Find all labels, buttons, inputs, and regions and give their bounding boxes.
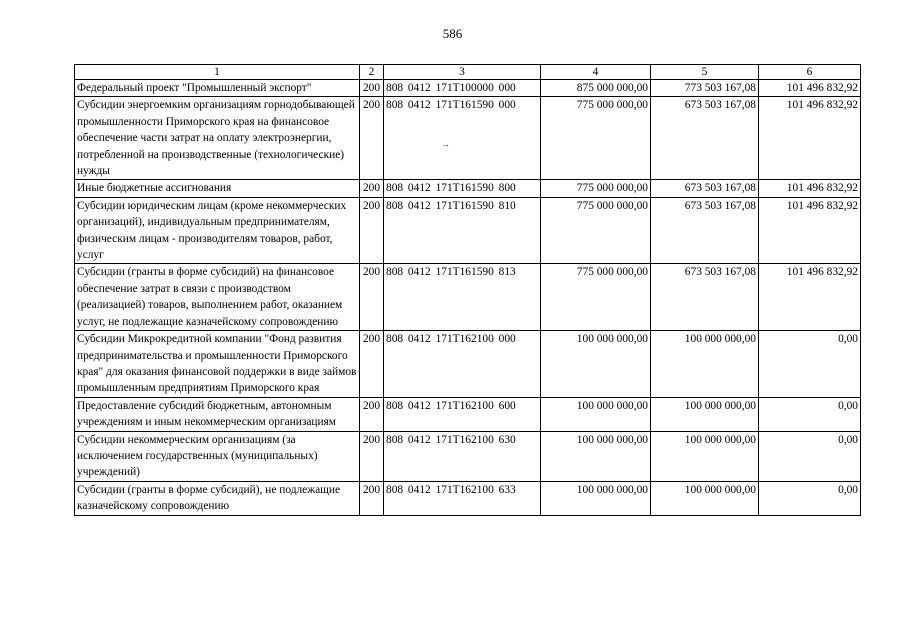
row-col4-cell: 875 000 000,00	[541, 80, 651, 97]
row-col6-cell: 0,00	[759, 431, 861, 481]
table-row	[75, 80, 861, 97]
table-row	[75, 331, 861, 398]
row-col5-cell: 673 503 167,08	[651, 197, 759, 264]
table-row	[75, 180, 861, 197]
row-col5-cell: 673 503 167,08	[651, 97, 759, 180]
row-code-cell: 200	[360, 97, 384, 180]
row-col4-cell: 100 000 000,00	[541, 431, 651, 481]
row-col5-cell: 100 000 000,00	[651, 481, 759, 515]
row-col4-cell: 100 000 000,00	[541, 481, 651, 515]
row-code-cell: 200	[360, 264, 384, 331]
row-classification-cell: 808 0412 171T162100 633	[384, 481, 541, 515]
row-name-cell: Субсидии (гранты в форме субсидий), не подлежащие казначейскому сопровождению	[75, 481, 360, 515]
row-col6-cell: 101 496 832,92	[759, 97, 861, 180]
table-row	[75, 97, 861, 180]
row-col5-cell: 100 000 000,00	[651, 397, 759, 431]
row-code-cell: 200	[360, 431, 384, 481]
table-row	[75, 481, 861, 515]
row-col4-cell: 775 000 000,00	[541, 97, 651, 180]
page-number: 586	[442, 26, 463, 41]
budget-table	[74, 64, 861, 516]
column-header: 2	[360, 65, 384, 80]
row-col4-cell: 775 000 000,00	[541, 180, 651, 197]
column-header: 4	[541, 65, 651, 80]
row-code-cell: 200	[360, 481, 384, 515]
table-row	[75, 397, 861, 431]
row-code-cell: 200	[360, 331, 384, 398]
row-classification-cell: 808 0412 171T162100 600	[384, 397, 541, 431]
table-header-row	[75, 65, 861, 80]
row-classification-cell: 808 0412 171T161590 813	[384, 264, 541, 331]
row-col6-cell: 101 496 832,92	[759, 197, 861, 264]
row-name-cell: Субсидии юридическим лицам (кроме некоммерческих организаций), индивидуальным предпринимателям, физическим лицам - производителям товаров, работ, услуг	[75, 197, 360, 264]
row-code-cell: 200	[360, 180, 384, 197]
row-col4-cell: 775 000 000,00	[541, 264, 651, 331]
column-header: 1	[75, 65, 360, 80]
row-col6-cell: 101 496 832,92	[759, 264, 861, 331]
row-col5-cell: 100 000 000,00	[651, 331, 759, 398]
row-col6-cell: 101 496 832,92	[759, 80, 861, 97]
row-name-cell: Иные бюджетные ассигнования	[75, 180, 360, 197]
row-classification-cell: 808 0412 171T162100 630	[384, 431, 541, 481]
row-name-cell: Предоставление субсидий бюджетным, автономным учреждениям и иным некоммерческим организациям	[75, 397, 360, 431]
row-name-cell: Федеральный проект "Промышленный экспорт"	[75, 80, 360, 97]
row-col4-cell: 775 000 000,00	[541, 197, 651, 264]
row-col6-cell: 101 496 832,92	[759, 180, 861, 197]
row-classification-cell: 808 0412 171T161590 810	[384, 197, 541, 264]
row-col6-cell: 0,00	[759, 397, 861, 431]
row-col5-cell: 100 000 000,00	[651, 431, 759, 481]
row-col5-cell: 673 503 167,08	[651, 180, 759, 197]
row-classification-cell: 808 0412 171T162100 000	[384, 331, 541, 398]
row-col4-cell: 100 000 000,00	[541, 397, 651, 431]
column-header: 5	[651, 65, 759, 80]
row-code-cell: 200	[360, 397, 384, 431]
row-classification-cell: 808 0412 171T161590 000	[384, 97, 541, 180]
arrow-mark-icon: →	[441, 139, 450, 149]
row-name-cell: Субсидии некоммерческим организациям (за исключением государственных (муниципальных) учреждений)	[75, 431, 360, 481]
row-name-cell: Субсидии (гранты в форме субсидий) на финансовое обеспечение затрат в связи с производством (реализацией) товаров, выполнением работ, оказанием услуг, не подлежащие казначейскому сопровождению	[75, 264, 360, 331]
row-name-cell: Субсидии энергоемким организациям горнодобывающей промышленности Приморского края на финансовое обеспечение части затрат на оплату электроэнергии, потребленной на производственные (технологические) нужды	[75, 97, 360, 180]
row-classification-cell: 808 0412 171T161590 800	[384, 180, 541, 197]
row-name-cell: Субсидии Микрокредитной компании "Фонд развития предпринимательства и промышленности Приморского края" для оказания финансовой поддержки в виде займов промышленным предприятиям Приморского края	[75, 331, 360, 398]
row-col5-cell: 673 503 167,08	[651, 264, 759, 331]
row-col6-cell: 0,00	[759, 331, 861, 398]
table-row	[75, 264, 861, 331]
row-code-cell: 200	[360, 80, 384, 97]
table-row	[75, 431, 861, 481]
table-body	[75, 80, 861, 516]
row-col4-cell: 100 000 000,00	[541, 331, 651, 398]
column-header: 6	[759, 65, 861, 80]
row-col6-cell: 0,00	[759, 481, 861, 515]
row-classification-cell: 808 0412 171T100000 000	[384, 80, 541, 97]
column-header: 3	[384, 65, 541, 80]
row-col5-cell: 773 503 167,08	[651, 80, 759, 97]
table-row	[75, 197, 861, 264]
row-code-cell: 200	[360, 197, 384, 264]
